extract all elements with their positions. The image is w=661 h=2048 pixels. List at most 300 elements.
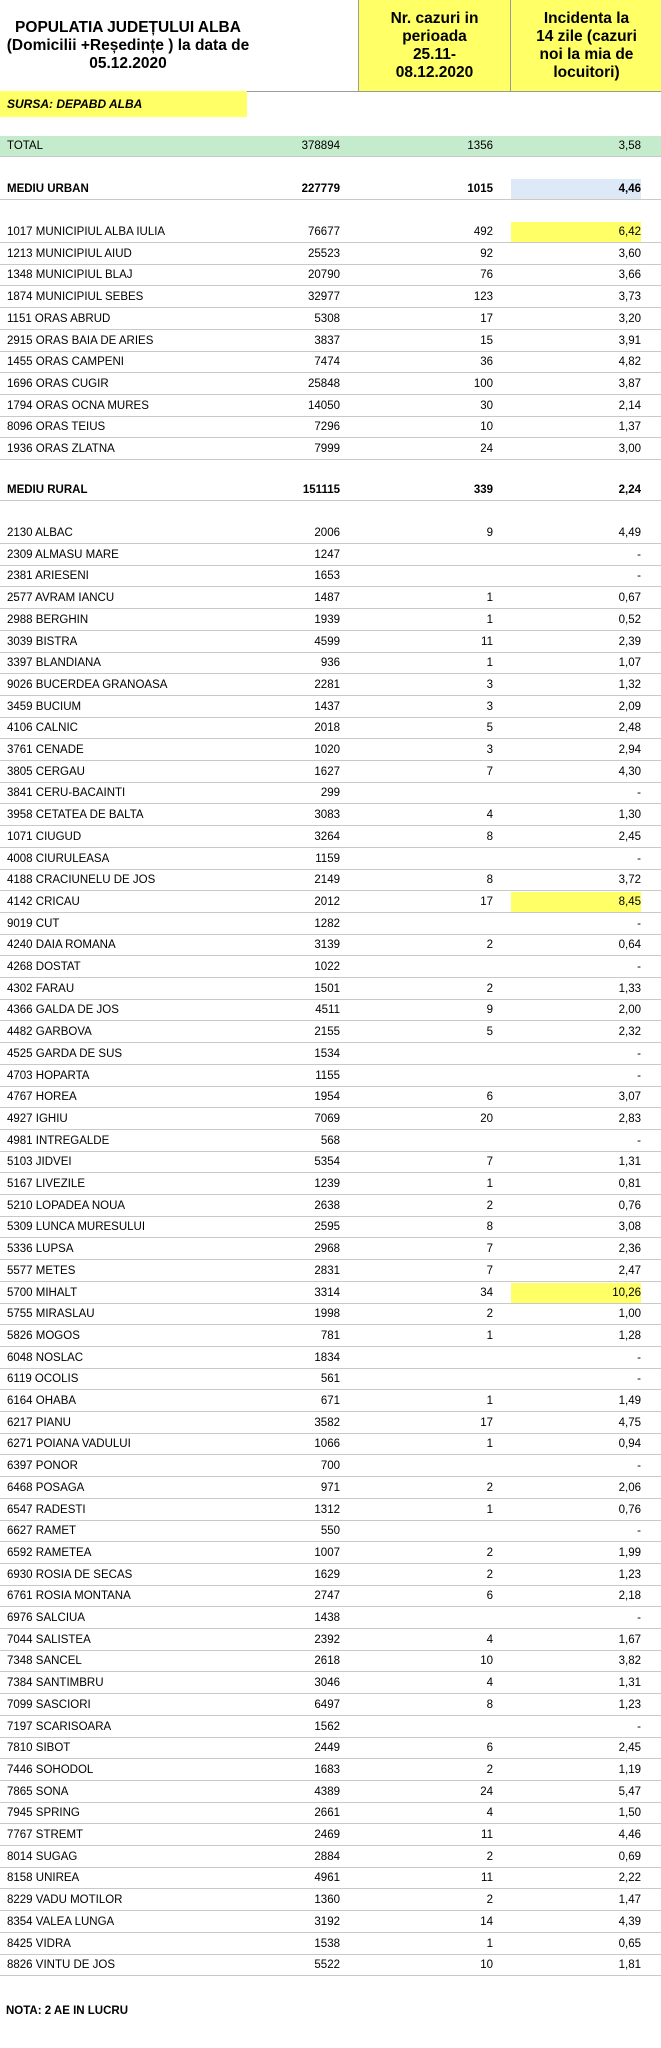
cell-population: 3582: [314, 1417, 340, 1429]
cell-name: 4703 HOPARTA: [7, 1070, 90, 1082]
cell-name: 2577 AVRAM IANCU: [7, 592, 115, 604]
cell-cases: 2: [486, 1308, 493, 1320]
cell-population: 2884: [314, 1851, 340, 1863]
cell-incidence: 2,14: [618, 400, 641, 412]
cell-cases: 4: [486, 809, 493, 821]
cell-incidence: 6,42: [511, 222, 641, 242]
cell-name: 4240 DAIA ROMANA: [7, 939, 116, 951]
cell-cases: 8: [486, 1699, 493, 1711]
cell-population: 3139: [314, 939, 340, 951]
cell-incidence: 1,33: [618, 983, 641, 995]
cell-incidence: 4,46: [511, 179, 641, 199]
rural-row: [0, 957, 661, 978]
cell-name: 3397 BLANDIANA: [7, 657, 101, 669]
cell-incidence: 2,39: [618, 636, 641, 648]
rural-row: [0, 1586, 661, 1607]
cell-incidence: 0,76: [618, 1504, 641, 1516]
cell-name: 2309 ALMASU MARE: [7, 549, 119, 561]
cell-incidence: 1,99: [618, 1547, 641, 1559]
cell-cases: 9: [486, 1004, 493, 1016]
cell-population: 20790: [308, 269, 340, 281]
rural-row: [0, 1369, 661, 1390]
cell-incidence: 4,46: [618, 1829, 641, 1841]
cell-population: 4511: [315, 1004, 340, 1016]
rural-row: [0, 1782, 661, 1803]
cell-cases: 11: [481, 636, 493, 648]
rural-row: [0, 1760, 661, 1781]
cell-incidence: -: [637, 1721, 641, 1733]
cell-name: 9019 CUT: [7, 918, 60, 930]
urban-row: [0, 265, 661, 286]
cell-incidence: 2,47: [618, 1265, 641, 1277]
cell-cases: 34: [480, 1287, 493, 1299]
cell-name: 5210 LOPADEA NOUA: [7, 1200, 126, 1212]
cell-population: 2618: [314, 1655, 340, 1667]
cell-population: 1954: [314, 1091, 340, 1103]
cell-name: 3039 BISTRA: [7, 636, 78, 648]
cell-incidence: 4,49: [618, 527, 641, 539]
cell-cases: 10: [480, 1655, 493, 1667]
cell-cases: 8: [486, 831, 493, 843]
rural-row: [0, 1261, 661, 1282]
cell-population: 781: [320, 1330, 340, 1342]
cell-incidence: 3,58: [618, 140, 641, 152]
cell-population: 936: [320, 657, 340, 669]
cell-incidence: 2,18: [618, 1590, 641, 1602]
cell-cases: 2: [486, 1547, 493, 1559]
cell-name: 4008 CIURULEASA: [7, 853, 110, 865]
cell-name: 4268 DOSTAT: [7, 961, 81, 973]
cell-incidence: 2,36: [618, 1243, 641, 1255]
rural-row: [0, 1673, 661, 1694]
cell-cases: 10: [480, 421, 493, 433]
cell-population: 550: [320, 1525, 340, 1537]
cell-incidence: -: [637, 549, 641, 561]
cell-population: 700: [320, 1460, 340, 1472]
rural-row: [0, 1608, 661, 1629]
cell-incidence: 0,69: [618, 1851, 641, 1863]
cell-population: 7474: [314, 356, 340, 368]
urban-row: [0, 439, 661, 460]
cell-incidence: 1,37: [618, 421, 641, 433]
cell-incidence: 3,66: [618, 269, 641, 281]
cell-population: 3192: [314, 1916, 340, 1928]
cell-name: 8425 VIDRA: [7, 1938, 71, 1950]
cell-population: 7069: [314, 1113, 340, 1125]
urban-row: [0, 222, 661, 243]
cell-incidence: -: [637, 961, 641, 973]
cell-incidence: 2,32: [618, 1026, 641, 1038]
cell-cases: 8: [486, 1221, 493, 1233]
cell-population: 1998: [314, 1308, 340, 1320]
rural-summary-row: [0, 480, 661, 501]
cell-cases: 7: [486, 1243, 493, 1255]
cell-cases: 2: [486, 1894, 493, 1906]
cell-name: 1151 ORAS ABRUD: [7, 313, 111, 325]
cell-incidence: 1,23: [618, 1699, 641, 1711]
cell-population: 1627: [314, 766, 340, 778]
cell-name: 1017 MUNICIPIUL ALBA IULIA: [7, 226, 166, 238]
cell-cases: 2: [486, 1851, 493, 1863]
cell-name: 6397 PONOR: [7, 1460, 78, 1472]
cell-incidence: 3,82: [618, 1655, 641, 1667]
cell-incidence: 2,06: [618, 1482, 641, 1494]
urban-row: [0, 396, 661, 417]
rural-row: [0, 1174, 661, 1195]
cell-name: 6592 RAMETEA: [7, 1547, 92, 1559]
cell-cases: 6: [486, 1091, 493, 1103]
cell-name: 1213 MUNICIPIUL AIUD: [7, 248, 132, 260]
cell-name: 3761 CENADE: [7, 744, 84, 756]
cell-cases: [370, 849, 493, 869]
cell-cases: 3: [486, 679, 493, 691]
cell-name: 5700 MIHALT: [7, 1287, 78, 1299]
rural-row: [0, 762, 661, 783]
cell-name: 7945 SPRING: [7, 1807, 80, 1819]
urban-row: [0, 374, 661, 395]
cell-cases: 100: [473, 378, 493, 390]
cell-population: 568: [320, 1135, 340, 1147]
cell-incidence: 4,82: [618, 356, 641, 368]
rural-row: [0, 1738, 661, 1759]
cell-population: 4599: [314, 636, 340, 648]
cell-incidence: 10,26: [511, 1283, 641, 1303]
cell-name: 6761 ROSIA MONTANA: [7, 1590, 131, 1602]
cell-name: 2915 ORAS BAIA DE ARIES: [7, 335, 154, 347]
cell-population: 3264: [314, 831, 340, 843]
cell-population: 3083: [314, 809, 340, 821]
cell-population: 1007: [314, 1547, 340, 1559]
rural-row: [0, 1630, 661, 1651]
cell-cases: 36: [480, 356, 493, 368]
rural-row: [0, 1391, 661, 1412]
cell-population: 3046: [314, 1677, 340, 1689]
cell-incidence: 2,45: [618, 831, 641, 843]
rural-row: [0, 1109, 661, 1130]
cell-incidence: 4,30: [618, 766, 641, 778]
cell-population: 378894: [301, 140, 340, 152]
cell-cases: 2: [486, 1482, 493, 1494]
cell-population: 1312: [314, 1504, 340, 1516]
cell-population: 1020: [314, 744, 340, 756]
rural-row: [0, 1803, 661, 1824]
cell-incidence: 3,72: [618, 874, 641, 886]
cell-cases: 4: [486, 1634, 493, 1646]
cell-incidence: 1,31: [618, 1677, 641, 1689]
cell-population: 7296: [314, 421, 340, 433]
urban-row: [0, 244, 661, 265]
rural-row: [0, 1955, 661, 1976]
cell-incidence: -: [637, 1460, 641, 1472]
cell-cases: 24: [480, 443, 493, 455]
cell-cases: [370, 566, 493, 586]
cell-name: 5309 LUNCA MURESULUI: [7, 1221, 146, 1233]
cell-name: 7767 STREMT: [7, 1829, 84, 1841]
cell-cases: 5: [486, 1026, 493, 1038]
cell-population: 1239: [314, 1178, 340, 1190]
cell-cases: 3: [486, 701, 493, 713]
cell-population: 1155: [315, 1070, 340, 1082]
cell-name: 6217 PIANU: [7, 1417, 71, 1429]
cell-incidence: 1,00: [618, 1308, 641, 1320]
cell-cases: 339: [473, 484, 493, 496]
cell-name: 7810 SIBOT: [7, 1742, 71, 1754]
cell-population: 1066: [314, 1438, 340, 1450]
cell-cases: 1: [486, 1178, 493, 1190]
cell-incidence: 1,81: [618, 1959, 641, 1971]
cell-population: 7999: [314, 443, 340, 455]
cell-name: 7384 SANTIMBRU: [7, 1677, 104, 1689]
cell-population: 2281: [314, 679, 340, 691]
cell-name: 5755 MIRASLAU: [7, 1308, 95, 1320]
cell-cases: 17: [480, 313, 493, 325]
rural-row: [0, 1044, 661, 1065]
cell-incidence: 0,67: [618, 592, 641, 604]
cell-cases: 1: [486, 657, 493, 669]
cell-name: 8354 VALEA LUNGA: [7, 1916, 115, 1928]
cell-cases: 10: [480, 1959, 493, 1971]
cell-population: 32977: [308, 291, 340, 303]
cell-population: 1629: [314, 1569, 340, 1581]
cell-incidence: 3,08: [618, 1221, 641, 1233]
cell-incidence: 3,73: [618, 291, 641, 303]
cell-name: 7044 SALISTEA: [7, 1634, 91, 1646]
cell-population: 1939: [314, 614, 340, 626]
cell-incidence: 1,28: [618, 1330, 641, 1342]
urban-row: [0, 309, 661, 330]
cell-cases: 2: [486, 939, 493, 951]
cell-incidence: 1,07: [618, 657, 641, 669]
cell-population: 1653: [314, 570, 340, 582]
cell-name: 1071 CIUGUD: [7, 831, 82, 843]
cell-cases: [370, 783, 493, 803]
cell-cases: [370, 1608, 493, 1628]
cell-population: 1437: [314, 701, 340, 713]
cell-cases: 17: [480, 896, 493, 908]
cell-cases: 4: [486, 1807, 493, 1819]
cell-cases: 2: [486, 1200, 493, 1212]
cell-name: 7348 SANCEL: [7, 1655, 82, 1667]
cell-population: 1534: [314, 1048, 340, 1060]
rural-row: [0, 1131, 661, 1152]
cell-name: 3841 CERU-BACAINTI: [7, 787, 126, 799]
cell-incidence: -: [637, 787, 641, 799]
cell-incidence: 1,50: [618, 1807, 641, 1819]
cell-incidence: 5,47: [618, 1786, 641, 1798]
cell-incidence: 0,64: [618, 939, 641, 951]
cell-population: 14050: [308, 400, 340, 412]
cell-name: 7099 SASCIORI: [7, 1699, 91, 1711]
cell-population: 4389: [314, 1786, 340, 1798]
cell-population: 6497: [314, 1699, 340, 1711]
cell-population: 2392: [314, 1634, 340, 1646]
cell-name: 8158 UNIREA: [7, 1872, 80, 1884]
cell-population: 1247: [314, 549, 340, 561]
cell-incidence: 1,23: [618, 1569, 641, 1581]
rural-row: [0, 1912, 661, 1933]
rural-row: [0, 1521, 661, 1542]
cell-name: 1936 ORAS ZLATNA: [7, 443, 115, 455]
cell-name: 4767 HOREA: [7, 1091, 77, 1103]
rural-row: [0, 1066, 661, 1087]
cell-cases: 1: [486, 592, 493, 604]
cell-cases: 17: [480, 1417, 493, 1429]
rural-row: [0, 1500, 661, 1521]
cell-incidence: 2,22: [618, 1872, 641, 1884]
cell-cases: 1: [486, 1938, 493, 1950]
cell-name: 8826 VINTU DE JOS: [7, 1959, 116, 1971]
cell-cases: 1: [486, 1330, 493, 1342]
cell-cases: [370, 957, 493, 977]
cell-cases: [370, 914, 493, 934]
cell-name: 6271 POIANA VADULUI: [7, 1438, 131, 1450]
cell-name: 5103 JIDVEI: [7, 1156, 72, 1168]
cell-population: 671: [320, 1395, 340, 1407]
cell-cases: 1: [486, 1438, 493, 1450]
cell-name: 8014 SUGAG: [7, 1851, 78, 1863]
cell-cases: 6: [486, 1742, 493, 1754]
cell-cases: 11: [481, 1872, 493, 1884]
cell-cases: [370, 1717, 493, 1737]
cell-incidence: 2,24: [618, 484, 641, 496]
rural-row: [0, 827, 661, 848]
rural-row: [0, 1348, 661, 1369]
rural-row: [0, 1239, 661, 1260]
urban-row: [0, 287, 661, 308]
rural-row: [0, 849, 661, 870]
rural-row: [0, 935, 661, 956]
cell-name: 4366 GALDA DE JOS: [7, 1004, 119, 1016]
cell-population: 2155: [314, 1026, 340, 1038]
cell-incidence: -: [637, 1070, 641, 1082]
cell-incidence: -: [637, 1612, 641, 1624]
urban-row: [0, 331, 661, 352]
cell-population: 1438: [314, 1612, 340, 1624]
urban-row: [0, 417, 661, 438]
cell-name: 3805 CERGAU: [7, 766, 85, 778]
urban-summary-row: [0, 179, 661, 200]
header-cases: Nr. cazuri in perioada 25.11- 08.12.2020: [358, 0, 510, 91]
rural-row: [0, 1847, 661, 1868]
cell-incidence: -: [637, 1135, 641, 1147]
rural-row: [0, 1934, 661, 1955]
rural-row: [0, 675, 661, 696]
cell-name: MEDIU URBAN: [7, 183, 89, 195]
cell-population: 2831: [314, 1265, 340, 1277]
rural-row: [0, 1868, 661, 1889]
rural-row: [0, 1022, 661, 1043]
rural-row: [0, 1304, 661, 1325]
cell-population: 2449: [314, 1742, 340, 1754]
cell-name: 1874 MUNICIPIUL SEBES: [7, 291, 144, 303]
cell-name: 5167 LIVEZILE: [7, 1178, 85, 1190]
cell-population: 2469: [314, 1829, 340, 1841]
cell-incidence: 2,00: [618, 1004, 641, 1016]
cell-name: 8096 ORAS TEIUS: [7, 421, 106, 433]
cell-name: 4302 FARAU: [7, 983, 75, 995]
cell-incidence: 1,49: [618, 1395, 641, 1407]
cell-incidence: 3,00: [618, 443, 641, 455]
cell-cases: 492: [473, 226, 493, 238]
cell-incidence: 2,83: [618, 1113, 641, 1125]
cell-population: 227779: [301, 183, 340, 195]
cell-population: 2968: [314, 1243, 340, 1255]
cell-name: 1794 ORAS OCNA MURES: [7, 400, 149, 412]
cell-cases: 14: [480, 1916, 493, 1928]
cell-incidence: 2,94: [618, 744, 641, 756]
urban-row: [0, 352, 661, 373]
rural-row: [0, 892, 661, 913]
cell-name: 1348 MUNICIPIUL BLAJ: [7, 269, 133, 281]
cell-cases: [370, 1348, 493, 1368]
cell-name: 7865 SONA: [7, 1786, 69, 1798]
cell-population: 1834: [314, 1352, 340, 1364]
rural-row: [0, 979, 661, 1000]
cell-cases: 20: [480, 1113, 493, 1125]
rural-row: [0, 1217, 661, 1238]
rural-row: [0, 718, 661, 739]
rural-row: [0, 1196, 661, 1217]
cell-cases: [370, 1066, 493, 1086]
cell-population: 2018: [314, 722, 340, 734]
rural-row: [0, 1651, 661, 1672]
cell-name: 6119 OCOLIS: [7, 1373, 79, 1385]
cell-incidence: 3,87: [618, 378, 641, 390]
cell-name: 6627 RAMET: [7, 1525, 77, 1537]
cell-name: 4142 CRICAU: [7, 896, 80, 908]
rural-row: [0, 1152, 661, 1173]
cell-incidence: 1,31: [618, 1156, 641, 1168]
rural-row: [0, 870, 661, 891]
cell-cases: 1: [486, 1395, 493, 1407]
cell-cases: 1: [486, 614, 493, 626]
cell-incidence: -: [637, 1373, 641, 1385]
rural-row: [0, 632, 661, 653]
cell-population: 3314: [314, 1287, 340, 1299]
rural-row: [0, 1717, 661, 1738]
cell-population: 1360: [314, 1894, 340, 1906]
cell-cases: 2: [486, 1764, 493, 1776]
rural-row: [0, 545, 661, 566]
rural-row: [0, 1565, 661, 1586]
rural-row: [0, 1087, 661, 1108]
rural-row: [0, 1413, 661, 1434]
cell-incidence: 0,81: [618, 1178, 641, 1190]
cell-name: 5826 MOGOS: [7, 1330, 80, 1342]
rural-row: [0, 1543, 661, 1564]
cell-incidence: 4,75: [618, 1417, 641, 1429]
rural-row: [0, 1000, 661, 1021]
cell-population: 5308: [314, 313, 340, 325]
cell-name: 6930 ROSIA DE SECAS: [7, 1569, 133, 1581]
cell-cases: 2: [486, 1569, 493, 1581]
cell-population: 2661: [314, 1807, 340, 1819]
cell-population: 1538: [314, 1938, 340, 1950]
cell-incidence: 2,48: [618, 722, 641, 734]
rural-row: [0, 740, 661, 761]
cell-population: 2149: [314, 874, 340, 886]
cell-cases: 92: [480, 248, 493, 260]
rural-row: [0, 1890, 661, 1911]
rural-row: [0, 1434, 661, 1455]
cell-name: 4981 INTREGALDE: [7, 1135, 110, 1147]
cell-name: 4482 GARBOVA: [7, 1026, 92, 1038]
cell-cases: 11: [481, 1829, 493, 1841]
cell-name: 5336 LUPSA: [7, 1243, 74, 1255]
cell-population: 151115: [302, 484, 340, 496]
rural-row: [0, 653, 661, 674]
cell-incidence: 3,07: [618, 1091, 641, 1103]
